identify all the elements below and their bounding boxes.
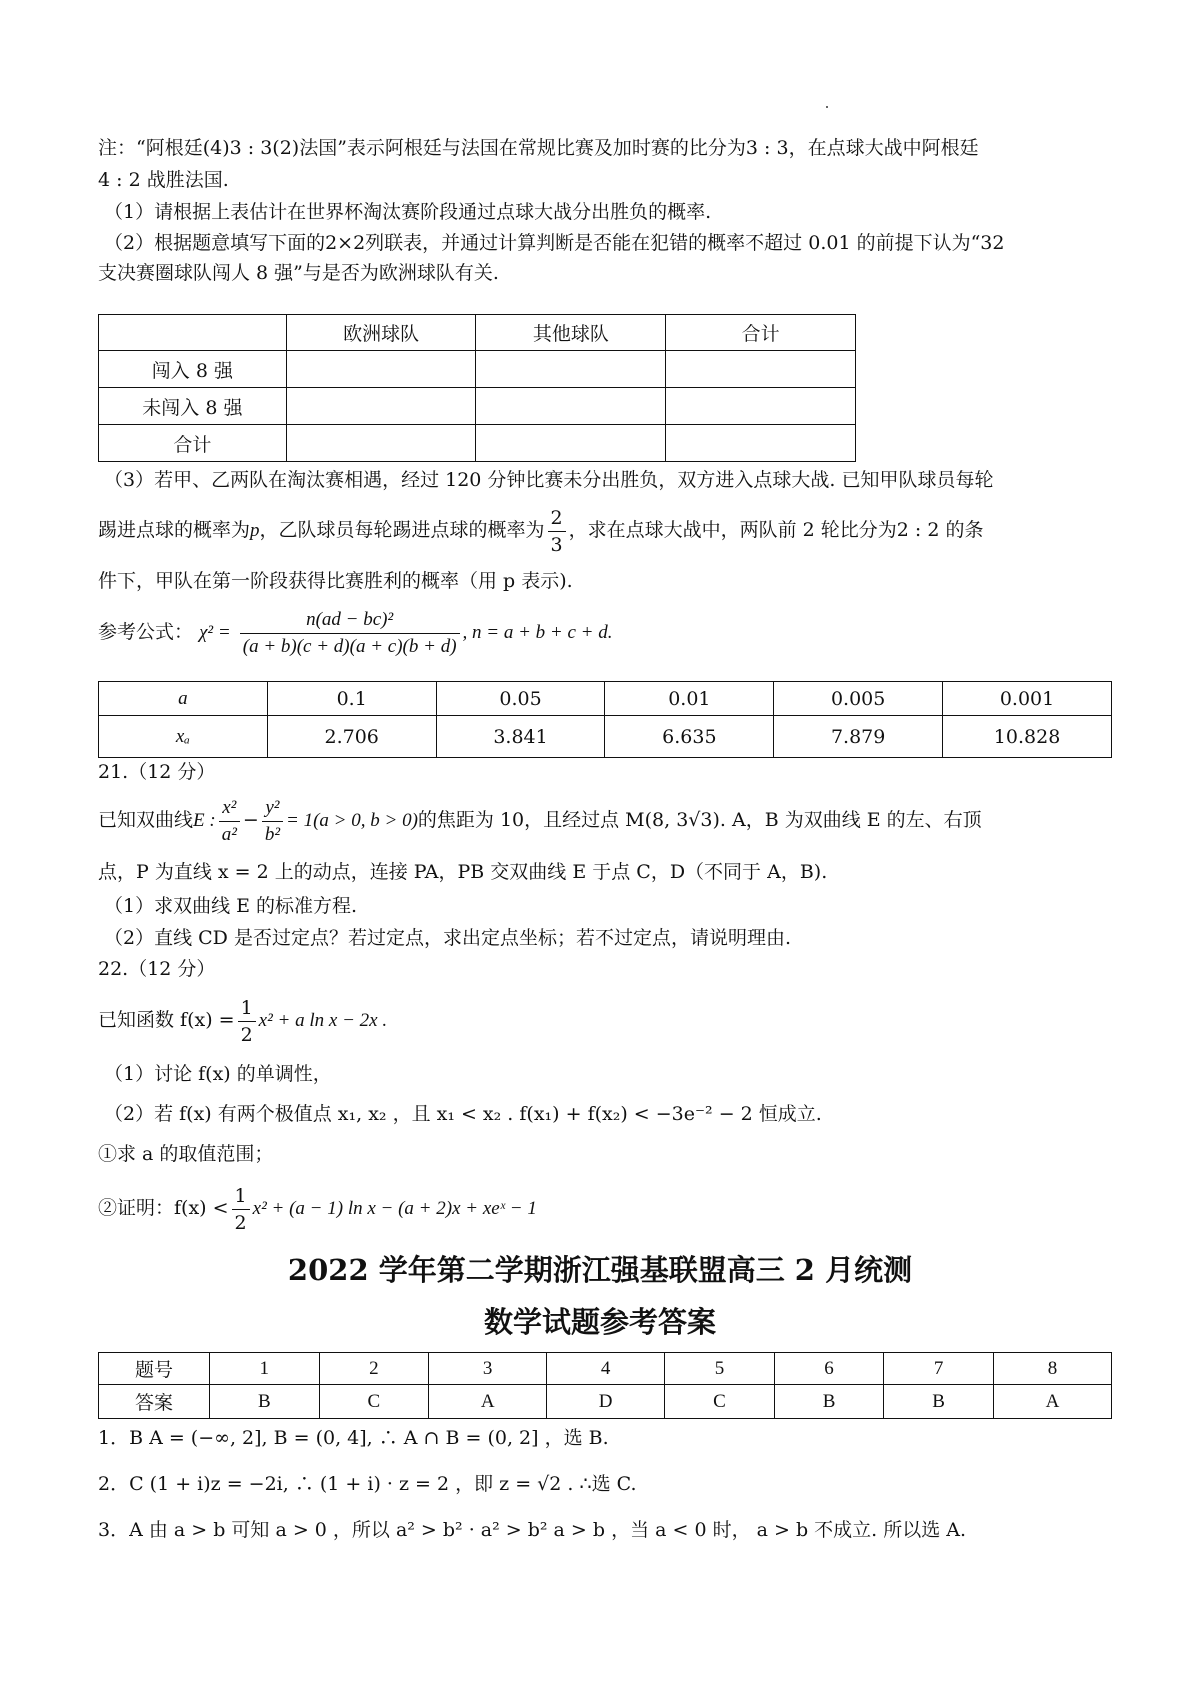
q20-part-3-line-2 xyxy=(98,502,1108,559)
question-number: 6 xyxy=(774,1353,884,1385)
text: ②证明：f(x) < xyxy=(98,1197,229,1219)
answer-cell: D xyxy=(547,1385,665,1419)
fraction-half xyxy=(232,1183,250,1236)
ref-cell: 0.1 xyxy=(267,682,436,716)
ref-cell: 0.001 xyxy=(943,682,1112,716)
denominator: 3 xyxy=(550,533,563,556)
numerator: 2 xyxy=(548,505,566,532)
explanation-1: 1．B A = (−∞, 2], B = (0, 4], ∴ A ∩ B = (0, 2] ，选 B. xyxy=(98,1427,609,1449)
explanation-3: 3．A 由 a > b 可知 a > 0 ，所以 a² > b² · a² > b² a > b ，当 a < 0 时， a > b 不成立. 所以选 A. xyxy=(98,1519,967,1541)
formula-tail: , n = a + b + c + d. xyxy=(462,622,613,643)
q21-part-2: （2）直线 CD 是否过定点？若过定点，求出定点坐标；若不过定点，请说明理由. xyxy=(104,927,791,949)
numerator: 1 xyxy=(238,995,256,1022)
scan-speck xyxy=(826,106,828,108)
q20-part-1: （1）请根据上表估计在世界杯淘汰赛阶段通过点球大战分出胜负的概率. xyxy=(104,201,712,223)
q21-line-1 xyxy=(98,790,1108,851)
q22-line-1 xyxy=(98,990,1108,1051)
question-number: 2 xyxy=(319,1353,429,1385)
q21-line-2: 点，P 为直线 x = 2 上的动点，连接 PA，PB 交双曲线 E 于点 C，D（不同于 A，B). xyxy=(98,861,828,883)
empty-cell xyxy=(286,425,476,462)
ref-cell: xₐ xyxy=(99,716,268,758)
fraction-x2-a2 xyxy=(219,795,240,848)
empty-cell xyxy=(286,388,476,425)
question-number: 3 xyxy=(429,1353,547,1385)
empty-cell xyxy=(666,351,856,388)
fraction-half xyxy=(238,995,256,1048)
text: 的焦距为 10，且经过点 M(8, 3√3). A，B 为双曲线 E 的左、右顶 xyxy=(417,809,982,831)
table-header-cell xyxy=(99,315,287,351)
question-number: 7 xyxy=(884,1353,994,1385)
text: 踢进点球的概率为 xyxy=(98,519,251,541)
expression: x² + (a − 1) ln x − (a + 2)x + xeˣ − 1 xyxy=(252,1198,537,1219)
formula-label: 参考公式： xyxy=(98,621,194,643)
ref-cell: 6.635 xyxy=(605,716,774,758)
text: 已知双曲线 xyxy=(98,809,194,831)
denominator: a² xyxy=(221,823,237,845)
answer-cell: A xyxy=(429,1385,547,1419)
table-row-label: 合计 xyxy=(99,425,287,462)
q20-part-3-line-1: （3）若甲、乙两队在淘汰赛相遇，经过 120 分钟比赛未分出胜负，双方进入点球大战. 已知甲队球员每轮 xyxy=(104,469,994,491)
q22-part-2: （2）若 f(x) 有两个极值点 x₁, x₂ ，且 x₁ < x₂ . f(x₁) + f(x₂) < −3e⁻² − 2 恒成立. xyxy=(104,1103,822,1125)
q20-part-2-line-2: 支决赛圈球队闯人 8 强”与是否为欧洲球队有关. xyxy=(98,262,499,284)
question-number: 1 xyxy=(210,1353,320,1385)
answer-cell: C xyxy=(319,1385,429,1419)
question-number: 4 xyxy=(547,1353,665,1385)
answer-title: 2022 学年第二学期浙江强基联盟高三 2 月统测 xyxy=(287,1253,913,1287)
question-number: 5 xyxy=(665,1353,775,1385)
note-line-1: 注：“阿根廷(4)3 : 3(2)法国”表示阿根廷与法国在常规比赛及加时赛的比分为3 : 3，在点球大战中阿根廷 xyxy=(98,137,979,159)
expression: x² + a ln x − 2x . xyxy=(258,1010,388,1031)
q22-sub-1: ①求 a 的取值范围； xyxy=(98,1143,274,1165)
ref-cell: a xyxy=(99,682,268,716)
ref-cell: 10.828 xyxy=(943,716,1112,758)
numerator: n(ad − bc)² xyxy=(240,607,460,634)
reference-formula xyxy=(98,604,1108,661)
table-header-cell: 其他球队 xyxy=(476,315,666,351)
q20-part-2-line-1: （2）根据题意填写下面的2×2列联表，并通过计算判断是否能在犯错的概率不超过 0.01 的前提下认为“32 xyxy=(104,232,1005,254)
q21-heading: 21.（12 分） xyxy=(98,761,216,783)
ref-cell: 0.01 xyxy=(605,682,774,716)
answer-cell: C xyxy=(665,1385,775,1419)
answer-cell: A xyxy=(993,1385,1111,1419)
empty-cell xyxy=(666,425,856,462)
answer-subtitle: 数学试题参考答案 xyxy=(483,1305,716,1339)
question-number: 8 xyxy=(993,1353,1111,1385)
numerator: 1 xyxy=(232,1183,250,1210)
answer-cell: B xyxy=(774,1385,884,1419)
numerator: y² xyxy=(262,795,283,822)
contingency-table xyxy=(98,314,856,462)
table-row-label: 闯入 8 强 xyxy=(99,351,287,388)
empty-cell xyxy=(476,425,666,462)
q22-part-1: （1）讨论 f(x) 的单调性， xyxy=(104,1063,332,1085)
answer-table-label: 题号 xyxy=(99,1353,210,1385)
q22-heading: 22.（12 分） xyxy=(98,958,216,980)
formula-lhs: χ² = xyxy=(199,622,231,643)
minus: − xyxy=(242,809,259,831)
answer-table-label: 答案 xyxy=(99,1385,210,1419)
fraction-two-thirds xyxy=(548,505,566,558)
empty-cell xyxy=(476,388,666,425)
answer-cell: B xyxy=(884,1385,994,1419)
table-row-label: 未闯入 8 强 xyxy=(99,388,287,425)
eq-lhs: E : xyxy=(193,810,216,831)
table-header-cell: 合计 xyxy=(666,315,856,351)
text: ，乙队球员每轮踢进点球的概率为 xyxy=(259,519,545,541)
denominator: 2 xyxy=(240,1023,253,1046)
q20-part-3-line-3: 件下，甲队在第一阶段获得比赛胜利的概率（用 p 表示). xyxy=(98,570,573,592)
ref-cell: 2.706 xyxy=(267,716,436,758)
explanation-2: 2．C (1 + i)z = −2i, ∴ (1 + i) · z = 2 ，即 z = √2 . ∴选 C. xyxy=(98,1473,637,1495)
reference-table xyxy=(98,681,1112,758)
empty-cell xyxy=(476,351,666,388)
text: 已知函数 f(x) = xyxy=(98,1009,235,1031)
text: ，求在点球大战中，两队前 2 轮比分为2 : 2 的条 xyxy=(568,519,984,541)
fraction-y2-b2 xyxy=(262,795,283,848)
ref-cell: 3.841 xyxy=(436,716,605,758)
eq-rhs: = 1(a > 0, b > 0) xyxy=(286,810,418,831)
answer-table xyxy=(98,1352,1112,1419)
formula-fraction xyxy=(240,607,460,660)
q21-part-1: （1）求双曲线 E 的标准方程. xyxy=(104,895,358,917)
note-line-2: 4 : 2 战胜法国. xyxy=(98,169,229,191)
variable-p: p xyxy=(250,520,260,541)
denominator: b² xyxy=(264,823,281,845)
ref-cell: 0.005 xyxy=(774,682,943,716)
table-header-cell: 欧洲球队 xyxy=(286,315,476,351)
answer-cell: B xyxy=(210,1385,320,1419)
ref-cell: 0.05 xyxy=(436,682,605,716)
numerator: x² xyxy=(219,795,240,822)
empty-cell xyxy=(286,351,476,388)
ref-cell: 7.879 xyxy=(774,716,943,758)
q22-sub-2 xyxy=(98,1178,1108,1239)
denominator: (a + b)(c + d)(a + c)(b + d) xyxy=(242,635,457,657)
denominator: 2 xyxy=(234,1211,247,1234)
empty-cell xyxy=(666,388,856,425)
